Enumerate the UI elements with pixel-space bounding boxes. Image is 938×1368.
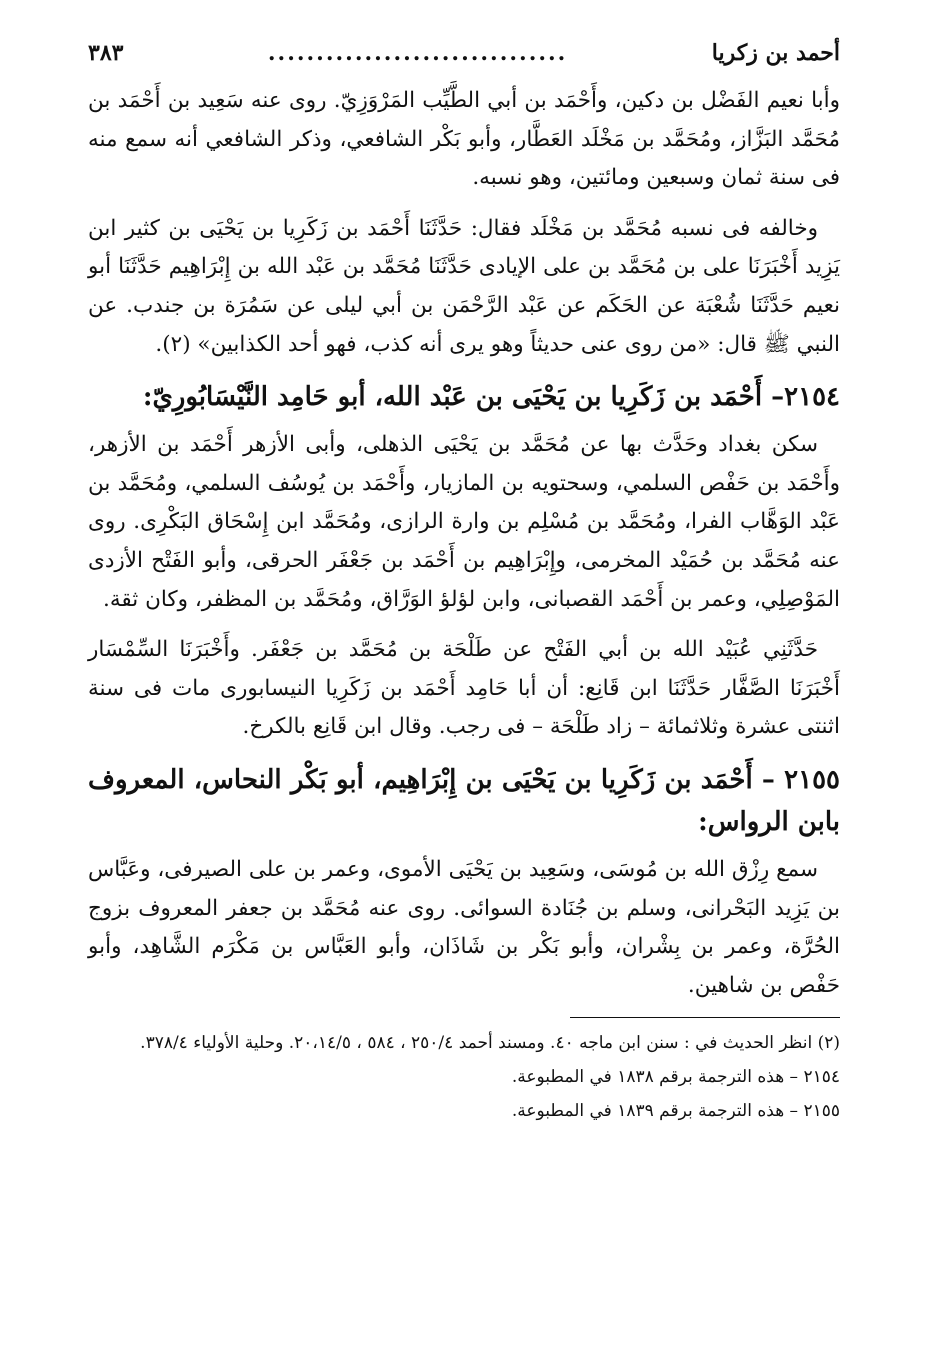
entry-2154-paragraph: سكن بغداد وحَدَّث بها عن مُحَمَّد بن يَحْيَى الذهلى، وأبى الأزهر أَحْمَد بن الأزهر، وأَحْمَد بن حَفْص السلمي، وسحتويه بن المازيار، وأَحْمَد بن يُوسُف السلمي، ومُحَمَّد بن عَبْد الوَهَّاب الفرا، ومُحَمَّد بن مُسْلِم بن وارة الرازى، ومُحَمَّد ابن إِسْحَاق البَكْرِى. روى عنه مُحَمَّد بن حُمَيْد المخرمى، وإِبْرَاهِيم بن أَحْمَد بن جَعْفَر الحرقى، وأبو الفَتْح الأزدى المَوْصِلِي، وعمر بن أَحْمَد القصبانى، وابن لؤلؤ الوَرَّاق، ومُحَمَّد بن المظفر، وكان ثقة. bbox=[88, 432, 840, 612]
footnote-2155: ٢١٥٥ – هذه الترجمة برقم ١٨٣٩ في المطبوعة. bbox=[511, 1101, 840, 1122]
running-header-title: أحمد بن زكريا bbox=[711, 40, 840, 66]
footnotes bbox=[88, 1028, 840, 1126]
entry-2154-paragraph: حَدَّثَنِي عُبَيْد الله بن أبي الفَتْح عن طَلْحَة بن مُحَمَّد بن جَعْفَر. وأَخْبَرَنَا السِّمْسَار أَخْبَرَنَا الصَّفَّار حَدَّثَنَا ابن قَانِع: أن أبا حَامِد أَحْمَد بن زَكَرِيا النيسابورى مات فى سنة اثنتى عشرة وثلاثمائة – زاد طَلْحَة – فى رجب. وقال ابن قَانِع بالكرخ. bbox=[88, 637, 840, 740]
book-page bbox=[88, 40, 840, 1340]
footnote-separator bbox=[570, 1017, 840, 1018]
hadith-paragraph: وخالفه فى نسبه مُحَمَّد بن مَخْلَد فقال: حَدَّثَنَا أَحْمَد بن زَكَرِيا بن يَحْيَى بن كثير ابن يَزِيد أَخْبَرَنَا على بن مُحَمَّد بن على الإيادى حَدَّثَنَا مُحَمَّد بن عَبْد الله بن إِبْرَاهِيم حَدَّثَنَا أبو نعيم حَدَّثَنَا شُعْبَة عن الحَكَم عن عَبْد الرَّحْمَن بن أبي ليلى عن سَمُرَة بن جندب. عن النبي ﷺ قال: «من روى عنى حديثاً وهو يرى أنه كذب، فهو أحد الكذابين» (٢). bbox=[88, 215, 840, 357]
footnote-2: (٢) انظر الحديث في : سنن ابن ماجه ٤٠. ومسند أحمد ٢٥٠/٤ ، ٥٨٤ ، ٢٠،١٤/٥. وحلية الأولياء ٣٧٨/٤. bbox=[140, 1033, 840, 1054]
entry-2155-heading: ٢١٥٥ – أَحْمَد بن زَكَرِيا بن يَحْيَى بن إِبْرَاهِيم، أبو بَكْر النحاس، المعروف بابن الرواس: bbox=[88, 764, 840, 837]
entry-2155-paragraph: سمع رِزْق الله بن مُوسَى، وسَعِيد بن يَحْيَى الأموى، وعمر بن على الصيرفى، وعَبَّاس بن يَزِيد البَحْرانى، وسلم بن جُنَادة السوائى. روى عنه مُحَمَّد بن جعفر المعروف بزوج الحُرَّة، وعمر بن بِشْران، وأبو بَكْر بن شَاذَان، وأبو العَبَّاس بن مَكْرَم الشَّاهِد، وأبو حَفْص بن شاهين. bbox=[88, 856, 840, 998]
running-header bbox=[88, 40, 840, 82]
footnote-2154: ٢١٥٤ – هذه الترجمة برقم ١٨٣٨ في المطبوعة. bbox=[511, 1067, 840, 1088]
page-number: ٣٨٣ bbox=[88, 40, 124, 66]
entry-2154-heading: ٢١٥٤– أَحْمَد بن زَكَرِيا بن يَحْيَى بن عَبْد الله، أبو حَامِد النَّيْسَابُورِيّ: bbox=[142, 382, 840, 413]
continuation-paragraph: وأبا نعيم الفَضْل بن دكين، وأَحْمَد بن أبي الطَّيِّب المَرْوَزِيّ. روى عنه سَعِيد بن أَحْمَد بن مُحَمَّد البَزَّاز، ومُحَمَّد بن مَخْلَد العَطَّار، وأبو بَكْر الشافعي، وذكر الشافعي أنه سمع منه فى سنة ثمان وسبعين ومائتين، وهو نسبه. bbox=[88, 88, 840, 191]
running-header-leader-dots: ............................... bbox=[267, 40, 568, 66]
